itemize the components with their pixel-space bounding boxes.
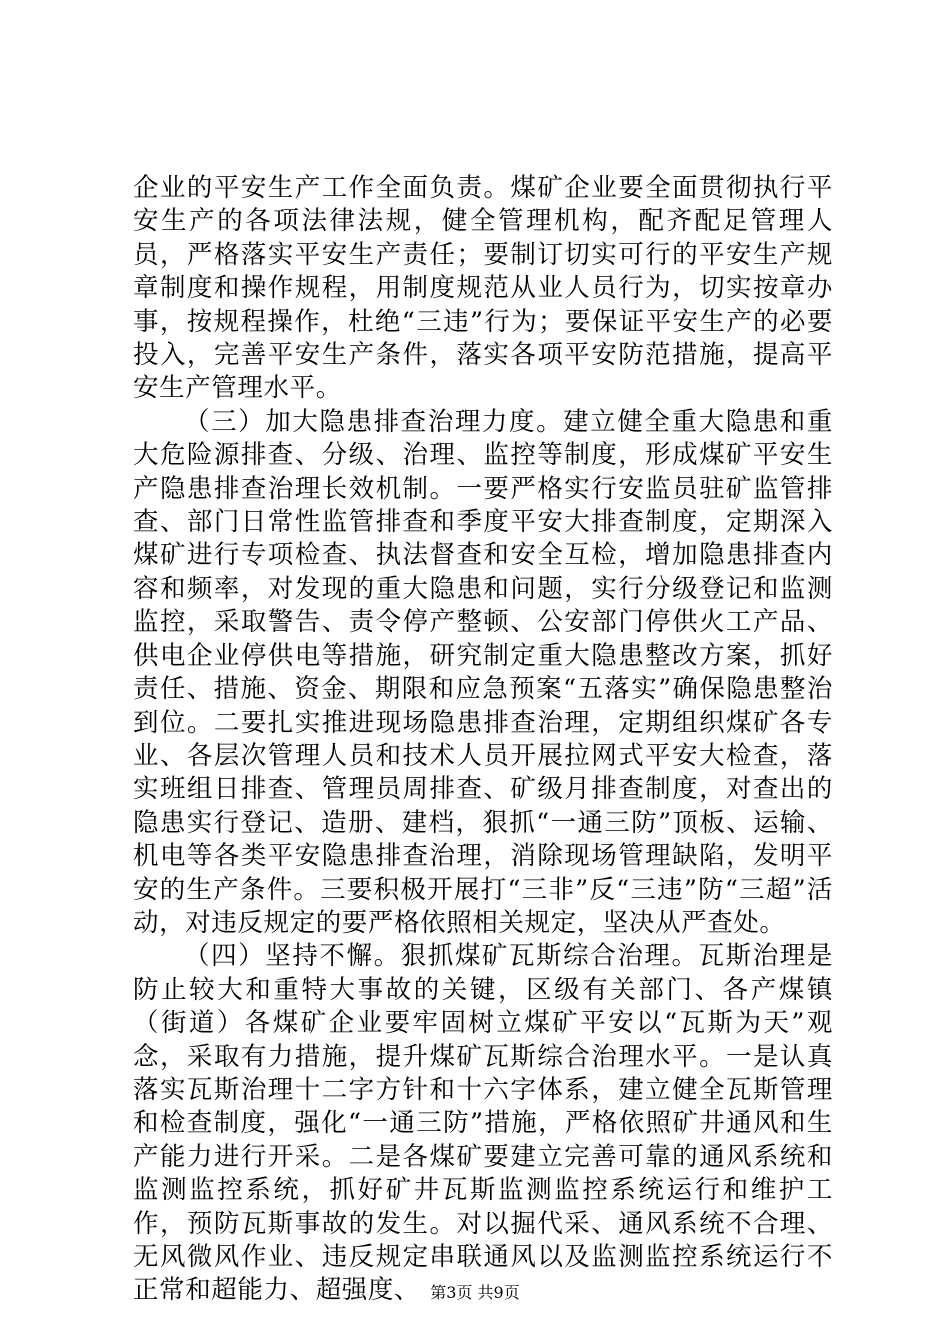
page-number-footer: 第3页 共9页 (430, 1283, 520, 1302)
paragraph-1: 企业的平安生产工作全面负责。煤矿企业要全面贯彻执行平安生产的各项法律法规，健全管理机构，配齐配足管理人员，严格落实平安生产责任；要制订切实可行的平安生产规章制度和操作规程，用制度规范从业人员行为，切实按章办事，按规程操作，杜绝“三违”行为；要保证平安生产的必要投入，完善平安生产条件，落实各项平安防范措施，提高平安生产管理水平。 (133, 173, 833, 404)
paragraph-3: （四）坚持不懈。狠抓煤矿瓦斯综合治理。瓦斯治理是防止较大和重特大事故的关键，区级有关部门、各产煤镇（街道）各煤矿企业要牢固树立煤矿平安以“瓦斯为天”观念，采取有力措施，提升煤矿瓦斯综合治理水平。一是认真落实瓦斯治理十二字方针和十六字体系，建立健全瓦斯管理和检查制度，强化“一通三防”措施，严格依照矿井通风和生产能力进行开采。二是各煤矿要建立完善可靠的通风系统和监测监控系统，抓好矿井瓦斯监测监控系统运行和维护工作，预防瓦斯事故的发生。对以掘代采、通风系统不合理、无风微风作业、违反规定串联通风以及监测监控系统运行不正常和超能力、超强度、 (133, 941, 833, 1306)
paragraph-2: （三）加大隐患排查治理力度。建立健全重大隐患和重大危险源排查、分级、治理、监控等制度，形成煤矿平安生产隐患排查治理长效机制。一要严格实行安监员驻矿监管排查、部门日常性监管排查和季度平安大排查制度，定期深入煤矿进行专项检查、执法督查和安全互检，增加隐患排查内容和频率，对发现的重大隐患和问题，实行分级登记和监测监控，采取警告、责令停产整顿、公安部门停供火工产品、供电企业停供电等措施，研究制定重大隐患整改方案，抓好责任、措施、资金、期限和应急预案“五落实”确保隐患整治到位。二要扎实推进现场隐患排查治理，定期组织煤矿各专业、各层次管理人员和技术人员开展拉网式平安大检查，落实班组日排查、管理员周排查、矿级月排查制度，对查出的隐患实行登记、造册、建档，狠抓“一通三防”顶板、运输、机电等各类平安隐患排查治理，消除现场管理缺陷，发明平安的生产条件。三要积极开展打“三非”反“三违”防“三超”活动，对违反规定的要严格依照相关规定，坚决从严查处。 (133, 406, 833, 938)
document-body (133, 172, 833, 1308)
